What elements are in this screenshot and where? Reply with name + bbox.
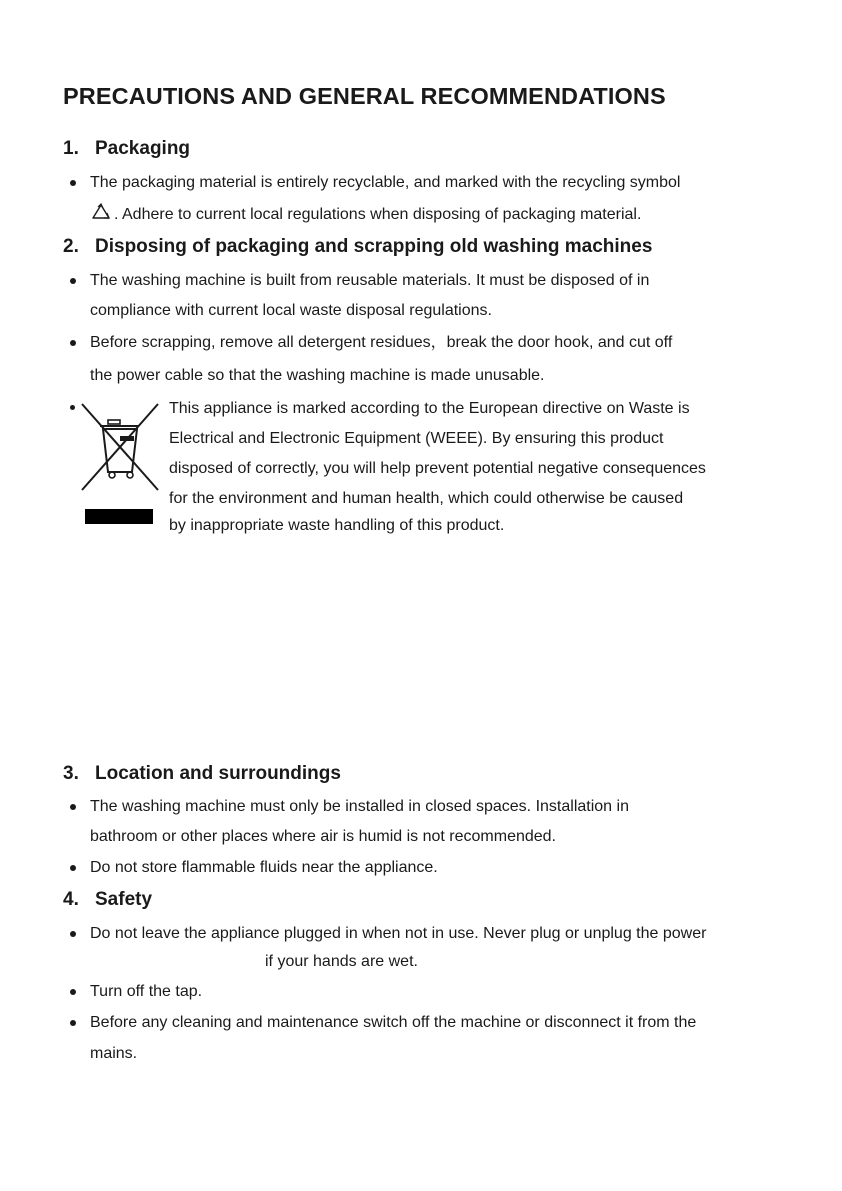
list-item-text: Do not store flammable fluids near the appliance.	[90, 859, 438, 876]
list-item-text: the power cable so that the washing machine is made unusable.	[90, 367, 545, 384]
weee-text-line: by inappropriate waste handling of this product.	[169, 517, 505, 534]
section-title: Packaging	[95, 138, 191, 159]
bullet-dot	[70, 405, 75, 410]
bullet-dot	[70, 931, 76, 937]
section-number: 2.	[63, 236, 79, 257]
section-heading-safety	[63, 889, 152, 911]
bullet-dot	[70, 1020, 76, 1026]
section-number: 3.	[63, 763, 79, 784]
list-item-text: Turn off the tap.	[90, 983, 203, 1000]
page-title: PRECAUTIONS AND GENERAL RECOMMENDATIONS	[63, 83, 666, 109]
list-item-text: Before any cleaning and maintenance switch off the machine or disconnect it from the	[90, 1014, 697, 1031]
bullet-dot	[70, 865, 76, 871]
section-heading-packaging	[63, 138, 190, 160]
list-item-text: Do not leave the appliance plugged in when not in use. Never plug or unplug the power	[90, 925, 707, 942]
recycling-symbol-icon	[90, 203, 112, 221]
list-item-text: Before scrapping, remove all detergent residues，break the door hook, and cut off	[90, 334, 673, 351]
bullet-dot	[70, 278, 76, 284]
section-number: 1.	[63, 138, 79, 159]
section-title: Disposing of packaging and scrapping old washing machines	[95, 236, 653, 257]
weee-text-line: Electrical and Electronic Equipment (WEEE). By ensuring this product	[169, 430, 664, 447]
list-item-text: . Adhere to current local regulations when disposing of packaging material.	[114, 206, 642, 223]
section-title: Safety	[95, 889, 153, 910]
crossed-out-wheelie-bin-icon	[80, 402, 162, 530]
section-number: 4.	[63, 889, 79, 910]
list-item-text: The packaging material is entirely recyclable, and marked with the recycling symbol	[90, 174, 681, 191]
section-title: Location and surroundings	[95, 763, 341, 784]
list-item-text: The washing machine is built from reusable materials. It must be disposed of in	[90, 272, 650, 289]
list-item-text: bathroom or other places where air is humid is not recommended.	[90, 828, 556, 845]
list-item-text: if your hands are wet.	[265, 953, 418, 970]
bullet-dot	[70, 180, 76, 186]
section-heading-disposing	[63, 236, 652, 258]
list-item-text: mains.	[90, 1045, 138, 1062]
weee-text-line: This appliance is marked according to the European directive on Waste is	[169, 400, 690, 417]
list-item-text: The washing machine must only be installed in closed spaces. Installation in	[90, 798, 629, 815]
section-heading-location	[63, 763, 341, 785]
list-item-text: compliance with current local waste disposal regulations.	[90, 302, 492, 319]
weee-text-line: for the environment and human health, which could otherwise be caused	[169, 490, 684, 507]
bullet-dot	[70, 340, 76, 346]
bullet-dot	[70, 989, 76, 995]
bullet-dot	[70, 804, 76, 810]
list-item-text-line2	[90, 200, 641, 230]
weee-text-line: disposed of correctly, you will help prevent potential negative consequences	[169, 460, 706, 477]
